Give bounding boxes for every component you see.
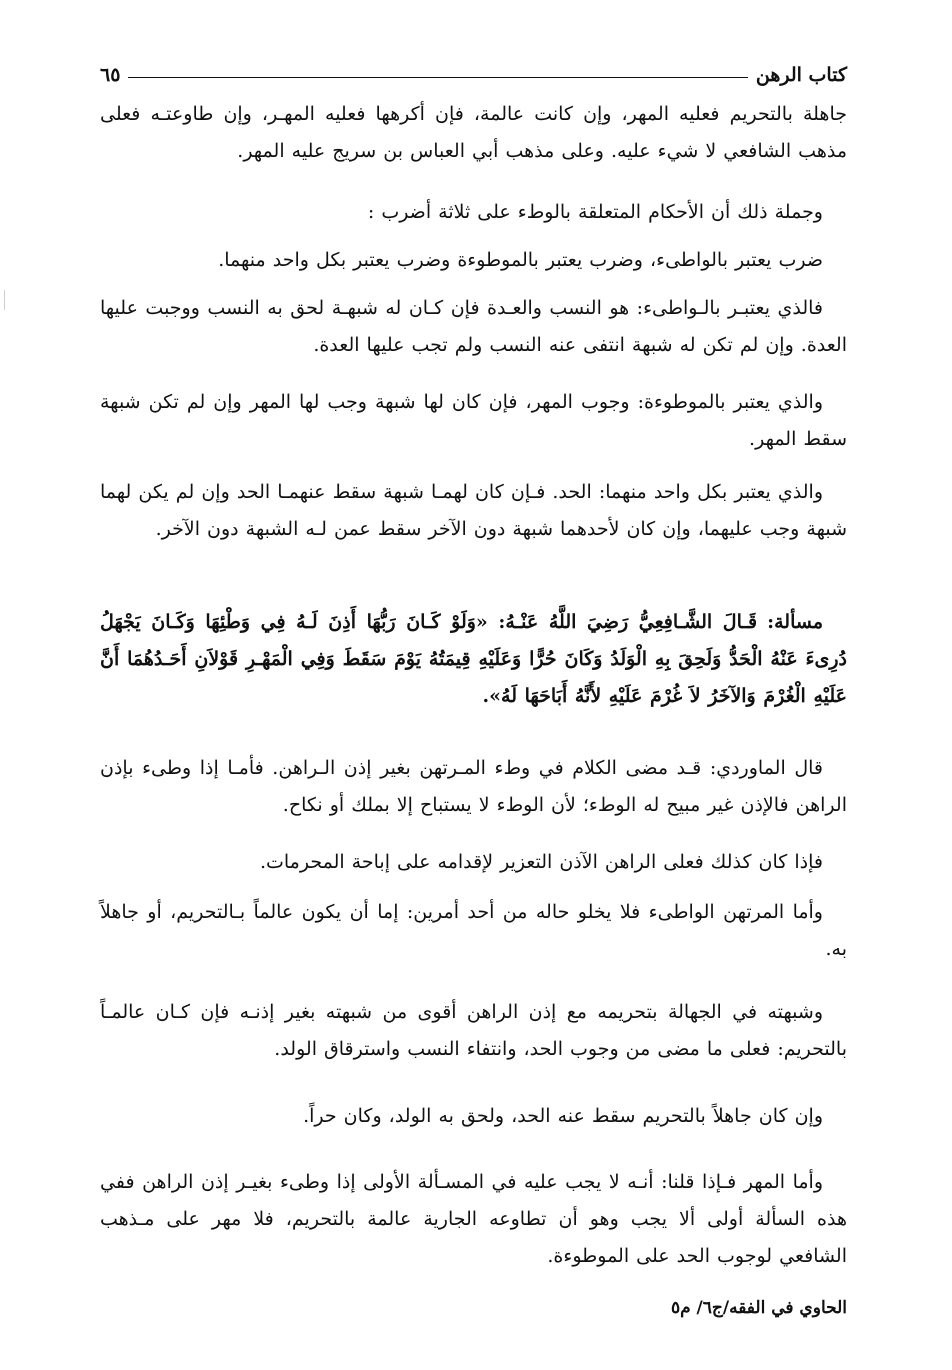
running-header [100,58,847,92]
question-label: مسألة: [767,611,823,633]
chapter-title: كتاب الرهن [755,64,847,86]
paragraph-12: وأما المهر فـإذا قلنا: أنـه لا يجب عليه في المسـألة الأولى إذا وطىء بغيـر إذن الراهن ففي هذه السألة أولى ألا يجب وهو أن تطاوعه الجارية عالمة بالتحريم، فلا مهر على مـذهب الشافعي لوجوب الحد على الموطوءة. [100,1171,847,1267]
paragraph-11: وإن كان جاهلاً بالتحريم سقط عنه الحد، ولحق به الولد، وكان حراً. [303,1105,823,1127]
paragraph-7: قال الماوردي: قـد مضى الكلام في وطء المـرتهن بغير إذن الـراهن. فأمـا إذا وطىء بإذن الراهن فالإذن غير مبيح له الوطء؛ لأن الوطء لا يستباح إلا بملك أو نكاح. [100,757,847,816]
book-page [100,58,847,1348]
paragraph-6: والذي يعتبر بكل واحد منهما: الحد. فـإن كان لهمـا شبهة سقط عنهمـا الحد وإن لم يكن لهما شبهة وجب عليهما، وإن كان لأحدهما شبهة دون الآخر سقط عمن لـه الشبهة دون الآخر. [100,481,847,540]
question-text: قَـالَ الشَّـافِعِيُّ رَضِيَ اللَّهُ عَنْـهُ: «وَلَوْ كَـانَ رَبُّهَا أَذِنَ لَـهُ فِي وَطْئِهَا وَكَـانَ يَجْهَلُ دُرِىءَ عَنْهُ الْحَدُّ وَلَحِقَ بِهِ الْوَلَدُ وَكَانَ حُرًّا وَعَلَيْهِ قِيمَتُهُ يَوْمَ سَقَطَ وَفِي الْمَهْـرِ قَوْلاَنِ أَحَـدُهُمَا أَنَّ عَلَيْهِ الْغُرْمَ وَالآخَرُ لاَ غُرْمَ عَلَيْهِ لأَنَّهُ أَبَاحَهَا لَهُ». [100,611,847,707]
paragraph-4: فالذي يعتبـر بالـواطىء: هو النسب والعـدة فإن كـان له شبهـة لحق به النسب ووجبت عليها العدة. وإن لم تكن له شبهة انتفى عنه النسب ولم تجب عليها العدة. [100,297,847,356]
paragraph-1: جاهلة بالتحريم فعليه المهر، وإن كانت عالمة، فإن أكرهها فعليه المهـر، وإن طاوعتـه فعلى مذهب الشافعي لا شيء عليه. وعلى مذهب أبي العباس بن سريج عليه المهر. [100,103,847,162]
paragraph-9: وأما المرتهن الواطىء فلا يخلو حاله من أحد أمرين: إما أن يكون عالماً بـالتحريم، أو جاهلاً به. [100,901,847,960]
paragraph-10: وشبهته في الجهالة بتحريمه مع إذن الراهن أقوى من شبهته بغير إذنـه فإن كـان عالمـاً بالتحريم: فعلى ما مضى من وجوب الحد، وانتفاء النسب واسترقاق الولد. [100,1001,847,1060]
question-paragraph [100,604,847,715]
paragraph-5: والذي يعتبر بالموطوءة: وجوب المهر، فإن كان لها شبهة وجب لها المهر وإن لم تكن شبهة سقط المهر. [100,391,847,450]
page-footer: الحاوي في الفقه/ج٦/ م٥ [670,1298,847,1318]
paragraph-8: فإذا كان كذلك فعلى الراهن الآذن التعزير لإقدامه على إباحة المحرمات. [259,851,823,873]
page-number: ٦٥ [100,64,121,86]
header-rule [128,77,747,78]
paragraph-2: وجملة ذلك أن الأحكام المتعلقة بالوطء على ثلاثة أضرب : [367,201,823,223]
scan-margin-mark [4,290,5,310]
paragraph-3: ضرب يعتبر بالواطىء، وضرب يعتبر بالموطوءة وضرب يعتبر بكل واحد منهما. [218,249,823,271]
